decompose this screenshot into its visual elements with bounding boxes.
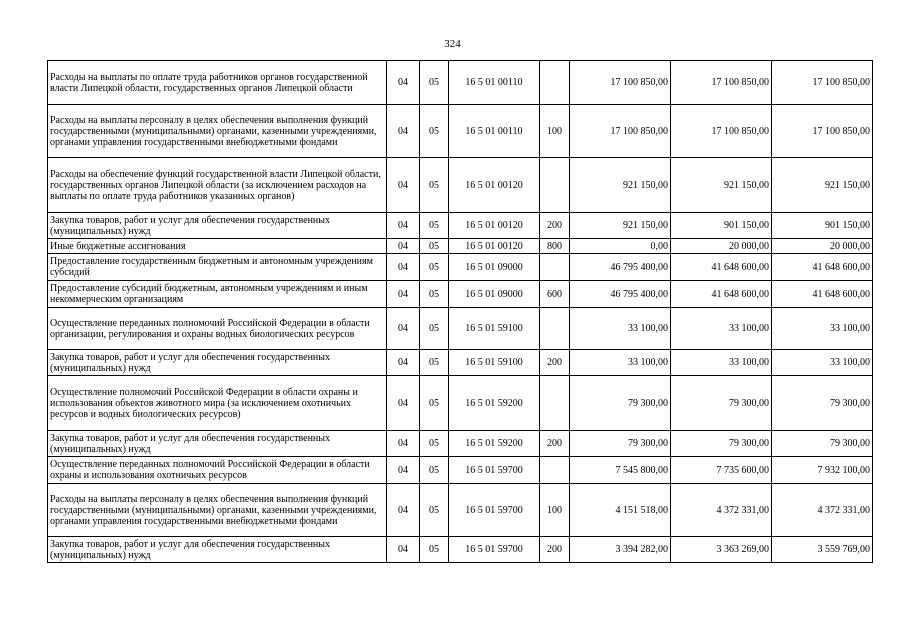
table-row — [48, 431, 873, 457]
row-section: 04 — [387, 376, 420, 431]
row-name: Расходы на обеспечение функций государственной власти Липецкой области, государственных органов Липецкой области (за исключением расходов на выплаты по оплате труда работников указанных органов) — [48, 158, 387, 213]
table-row — [48, 105, 873, 158]
row-subsection: 05 — [420, 281, 449, 308]
row-name: Осуществление переданных полномочий Российской Федерации в области охраны и использования охотничьих ресурсов — [48, 457, 387, 484]
row-name: Осуществление переданных полномочий Российской Федерации в области организации, регулирования и охраны водных биологических ресурсов — [48, 308, 387, 350]
row-expense-type — [540, 158, 570, 213]
row-section: 04 — [387, 105, 420, 158]
row-name: Предоставление государственным бюджетным и автономным учреждениям субсидий — [48, 254, 387, 281]
row-target-article: 16 5 01 00120 — [449, 158, 540, 213]
row-amount-year-2: 921 150,00 — [671, 158, 772, 213]
row-name: Расходы на выплаты персоналу в целях обеспечения выполнения функций государственными (муниципальными) органами, казенными учреждениями, органами управления государственными внебюджетными фондами — [48, 105, 387, 158]
row-target-article: 16 5 01 09000 — [449, 254, 540, 281]
row-subsection: 05 — [420, 158, 449, 213]
row-amount-year-3: 33 100,00 — [772, 308, 873, 350]
row-expense-type — [540, 376, 570, 431]
row-section: 04 — [387, 308, 420, 350]
row-amount-year-3: 79 300,00 — [772, 376, 873, 431]
row-section: 04 — [387, 158, 420, 213]
row-target-article: 16 5 01 59100 — [449, 308, 540, 350]
row-amount-year-1: 4 151 518,00 — [570, 484, 671, 537]
row-amount-year-2: 17 100 850,00 — [671, 105, 772, 158]
row-target-article: 16 5 01 00120 — [449, 213, 540, 239]
table-row — [48, 254, 873, 281]
row-expense-type: 600 — [540, 281, 570, 308]
row-subsection: 05 — [420, 457, 449, 484]
row-subsection: 05 — [420, 239, 449, 254]
row-amount-year-3: 921 150,00 — [772, 158, 873, 213]
row-expense-type: 100 — [540, 484, 570, 537]
row-amount-year-1: 46 795 400,00 — [570, 254, 671, 281]
row-amount-year-1: 33 100,00 — [570, 350, 671, 376]
row-target-article: 16 5 01 00120 — [449, 239, 540, 254]
table-row — [48, 158, 873, 213]
row-amount-year-2: 901 150,00 — [671, 213, 772, 239]
row-expense-type — [540, 254, 570, 281]
table-row — [48, 350, 873, 376]
row-amount-year-3: 3 559 769,00 — [772, 537, 873, 563]
row-section: 04 — [387, 281, 420, 308]
row-amount-year-1: 7 545 800,00 — [570, 457, 671, 484]
row-name: Закупка товаров, работ и услуг для обеспечения государственных (муниципальных) нужд — [48, 213, 387, 239]
row-amount-year-3: 20 000,00 — [772, 239, 873, 254]
row-expense-type: 200 — [540, 537, 570, 563]
row-amount-year-1: 79 300,00 — [570, 431, 671, 457]
table-row — [48, 61, 873, 105]
table-row — [48, 457, 873, 484]
row-amount-year-1: 46 795 400,00 — [570, 281, 671, 308]
row-amount-year-2: 4 372 331,00 — [671, 484, 772, 537]
row-name: Предоставление субсидий бюджетным, автономным учреждениям и иным некоммерческим организациям — [48, 281, 387, 308]
row-amount-year-2: 7 735 600,00 — [671, 457, 772, 484]
row-amount-year-3: 41 648 600,00 — [772, 281, 873, 308]
row-name: Осуществление полномочий Российской Федерации в области охраны и использования объектов животного мира (за исключением охотничьих ресурсов и водных биологических ресурсов) — [48, 376, 387, 431]
row-amount-year-3: 4 372 331,00 — [772, 484, 873, 537]
row-target-article: 16 5 01 09000 — [449, 281, 540, 308]
row-target-article: 16 5 01 59700 — [449, 457, 540, 484]
budget-table-body — [48, 61, 873, 563]
row-section: 04 — [387, 431, 420, 457]
row-section: 04 — [387, 61, 420, 105]
row-amount-year-2: 20 000,00 — [671, 239, 772, 254]
table-row — [48, 213, 873, 239]
row-name: Иные бюджетные ассигнования — [48, 239, 387, 254]
row-amount-year-1: 17 100 850,00 — [570, 105, 671, 158]
row-expense-type: 200 — [540, 213, 570, 239]
table-row — [48, 484, 873, 537]
row-section: 04 — [387, 457, 420, 484]
row-subsection: 05 — [420, 254, 449, 281]
row-amount-year-2: 41 648 600,00 — [671, 254, 772, 281]
row-expense-type — [540, 308, 570, 350]
row-amount-year-3: 17 100 850,00 — [772, 61, 873, 105]
row-name: Расходы на выплаты персоналу в целях обеспечения выполнения функций государственными (муниципальными) органами, казенными учреждениями, органами управления государственными внебюджетными фондами — [48, 484, 387, 537]
row-amount-year-2: 41 648 600,00 — [671, 281, 772, 308]
row-amount-year-2: 17 100 850,00 — [671, 61, 772, 105]
row-expense-type — [540, 457, 570, 484]
row-name: Закупка товаров, работ и услуг для обеспечения государственных (муниципальных) нужд — [48, 537, 387, 563]
table-row — [48, 537, 873, 563]
row-target-article: 16 5 01 59700 — [449, 537, 540, 563]
table-row — [48, 376, 873, 431]
row-amount-year-2: 79 300,00 — [671, 431, 772, 457]
row-section: 04 — [387, 254, 420, 281]
row-subsection: 05 — [420, 537, 449, 563]
row-expense-type: 800 — [540, 239, 570, 254]
row-amount-year-3: 7 932 100,00 — [772, 457, 873, 484]
row-amount-year-2: 3 363 269,00 — [671, 537, 772, 563]
row-amount-year-3: 17 100 850,00 — [772, 105, 873, 158]
row-section: 04 — [387, 484, 420, 537]
row-expense-type: 200 — [540, 431, 570, 457]
page-number: 324 — [444, 38, 461, 50]
row-target-article: 16 5 01 59700 — [449, 484, 540, 537]
row-target-article: 16 5 01 00110 — [449, 61, 540, 105]
row-target-article: 16 5 01 59200 — [449, 431, 540, 457]
row-section: 04 — [387, 213, 420, 239]
row-section: 04 — [387, 350, 420, 376]
table-row — [48, 308, 873, 350]
row-amount-year-3: 41 648 600,00 — [772, 254, 873, 281]
row-section: 04 — [387, 239, 420, 254]
row-subsection: 05 — [420, 376, 449, 431]
row-subsection: 05 — [420, 484, 449, 537]
row-amount-year-1: 17 100 850,00 — [570, 61, 671, 105]
row-subsection: 05 — [420, 308, 449, 350]
row-expense-type: 100 — [540, 105, 570, 158]
row-amount-year-2: 79 300,00 — [671, 376, 772, 431]
row-subsection: 05 — [420, 350, 449, 376]
row-amount-year-1: 79 300,00 — [570, 376, 671, 431]
row-subsection: 05 — [420, 213, 449, 239]
row-amount-year-2: 33 100,00 — [671, 308, 772, 350]
row-amount-year-1: 3 394 282,00 — [570, 537, 671, 563]
row-target-article: 16 5 01 59200 — [449, 376, 540, 431]
row-amount-year-1: 921 150,00 — [570, 213, 671, 239]
row-subsection: 05 — [420, 61, 449, 105]
row-section: 04 — [387, 537, 420, 563]
row-name: Закупка товаров, работ и услуг для обеспечения государственных (муниципальных) нужд — [48, 350, 387, 376]
row-amount-year-1: 0,00 — [570, 239, 671, 254]
row-expense-type — [540, 61, 570, 105]
budget-table — [47, 60, 873, 563]
row-amount-year-3: 33 100,00 — [772, 350, 873, 376]
row-target-article: 16 5 01 00110 — [449, 105, 540, 158]
row-amount-year-2: 33 100,00 — [671, 350, 772, 376]
row-name: Закупка товаров, работ и услуг для обеспечения государственных (муниципальных) нужд — [48, 431, 387, 457]
row-amount-year-3: 901 150,00 — [772, 213, 873, 239]
row-amount-year-1: 921 150,00 — [570, 158, 671, 213]
row-name: Расходы на выплаты по оплате труда работников органов государственной власти Липецкой области, государственных органов Липецкой области — [48, 61, 387, 105]
row-target-article: 16 5 01 59100 — [449, 350, 540, 376]
row-amount-year-3: 79 300,00 — [772, 431, 873, 457]
table-row — [48, 281, 873, 308]
table-row — [48, 239, 873, 254]
row-subsection: 05 — [420, 431, 449, 457]
row-subsection: 05 — [420, 105, 449, 158]
row-amount-year-1: 33 100,00 — [570, 308, 671, 350]
row-expense-type: 200 — [540, 350, 570, 376]
